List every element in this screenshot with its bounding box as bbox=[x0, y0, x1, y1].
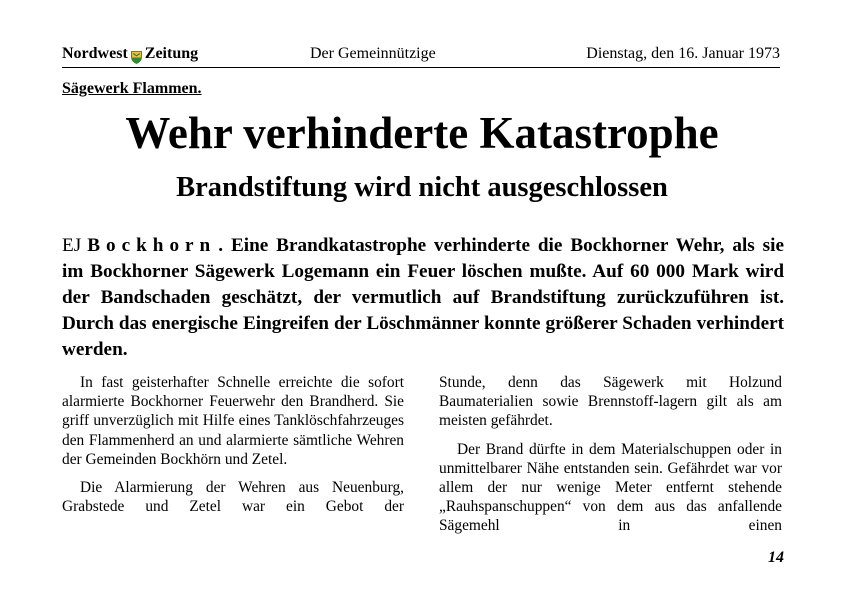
article-column-right bbox=[439, 373, 782, 545]
page-number: 14 bbox=[768, 549, 784, 566]
dateline-place: Bockhorn bbox=[87, 235, 217, 256]
brand-name-right: Zeitung bbox=[144, 45, 199, 62]
body-paragraph: Der Brand dürfte in dem Materialschuppen oder in unmittelbarer Nähe entstanden sein. Gefährdet war vor allem der nur wenige Meter entfernt stehende „Rauhspanschuppen“ von dem aus das anfallende Sägemehl in einen bbox=[439, 440, 782, 535]
masthead bbox=[62, 42, 780, 68]
lead-text: . Eine Brandkatastrophe verhinderte die Bockhorner Wehr, als sie im Bockhorner Sägewerk Logemann ein Feuer löschen mußte. Auf 60 000 Mark wird der Bandschaden geschätzt, der vermutlich auf Brandstiftung zurückzuführen ist. Durch das energische Eingreifen der Löschmänner konnte größerer Schaden verhindert werden. bbox=[62, 235, 784, 360]
coat-of-arms-icon bbox=[131, 49, 142, 62]
article-subheadline: Brandstiftung wird nicht ausgeschlossen bbox=[176, 172, 668, 203]
article-lead bbox=[62, 233, 784, 363]
body-paragraph: Die Alarmierung der Wehren aus Neuenburg, Grabstede und Zetel war ein Gebot der bbox=[62, 479, 404, 516]
newspaper-brand bbox=[62, 43, 198, 65]
supplement-title: Der Gemeinnützige bbox=[310, 45, 436, 62]
body-paragraph: In fast geisterhafter Schnelle erreichte die sofort alarmierte Bockhorner Feuerwehr den Brandherd. Sie griff unverzüglich mit Hilfe eines Tanklöschfahrzeuges den Flammenherd an und alarmierte sämtliche Wehren der Gemeinden Bockhörn und Zetel. bbox=[62, 374, 404, 468]
article-headline: Wehr verhinderte Katastrophe bbox=[125, 108, 719, 158]
article-column-left bbox=[62, 373, 404, 525]
body-paragraph: Stunde, denn das Sägewerk mit Holzund Baumaterialien sowie Brennstoff-lagern gilt als am meisten gefährdet. bbox=[439, 374, 782, 430]
brand-name-left: Nordwest bbox=[62, 45, 128, 62]
issue-date: Dienstag, den 16. Januar 1973 bbox=[586, 45, 780, 62]
author-byline: EJ bbox=[62, 235, 82, 256]
article-kicker: Sägewerk Flammen. bbox=[62, 80, 202, 97]
